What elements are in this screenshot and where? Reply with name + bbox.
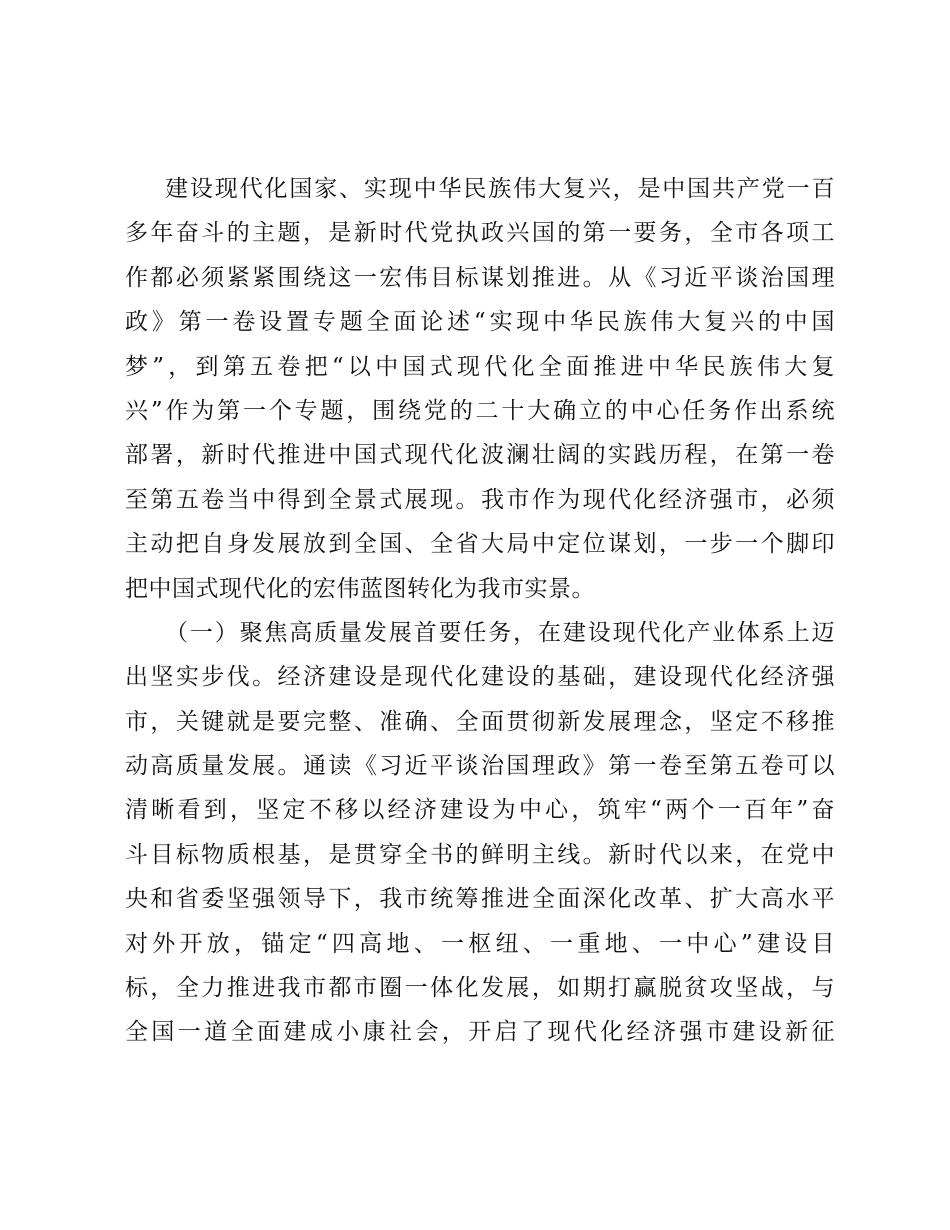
paragraph-1-line-9: 主动把自身发展放到全国、全省大局中定位谋划，一步一个脚印 [125, 531, 835, 558]
paragraph-2-line-5: 清晰看到，坚定不移以经济建设为中心，筑牢“两个一百年”奋 [125, 797, 835, 824]
paragraph-1-line-8: 至第五卷当中得到全景式展现。我市作为现代化经济强市，必须 [125, 486, 835, 513]
paragraph-1-line-4: 政》第一卷设置专题全面论述“实现中华民族伟大复兴的中国 [125, 309, 835, 336]
paragraph-2-line-4: 动高质量发展。通读《习近平谈治国理政》第一卷至第五卷可以 [125, 753, 835, 780]
paragraph-1-line-10: 把中国式现代化的宏伟蓝图转化为我市实景。 [125, 575, 595, 602]
paragraph-2-line-7: 央和省委坚强领导下，我市统筹推进全面深化改革、扩大高水平 [125, 886, 835, 913]
paragraph-1-line-6: 兴”作为第一个专题，围绕党的二十大确立的中心任务作出系统 [125, 397, 835, 424]
paragraph-2-line-1: （一）聚焦高质量发展首要任务，在建设现代化产业体系上迈 [165, 619, 835, 646]
paragraph-2-line-2: 出坚实步伐。经济建设是现代化建设的基础，建设现代化经济强 [125, 664, 835, 691]
paragraph-2-line-3: 市，关键就是要完整、准确、全面贯彻新发展理念，坚定不移推 [125, 708, 835, 735]
paragraph-1-line-1: 建设现代化国家、实现中华民族伟大复兴，是中国共产党一百 [165, 176, 835, 202]
paragraph-1-line-7: 部署，新时代推进中国式现代化波澜壮阔的实践历程，在第一卷 [125, 442, 835, 469]
paragraph-2-line-9: 标，全力推进我市都市圈一体化发展，如期打赢脱贫攻坚战，与 [125, 975, 835, 1002]
paragraph-2-line-8: 对外开放，锚定“四高地、一枢纽、一重地、一中心”建设目 [125, 930, 835, 957]
paragraph-1-line-5: 梦”，到第五卷把“以中国式现代化全面推进中华民族伟大复 [125, 353, 835, 380]
paragraph-2-line-10: 全国一道全面建成小康社会，开启了现代化经济强市建设新征 [125, 1019, 835, 1046]
paragraph-2-line-6: 斗目标物质根基，是贯穿全书的鲜明主线。新时代以来，在党中 [125, 841, 835, 868]
paragraph-1-line-3: 作都必须紧紧围绕这一宏伟目标谋划推进。从《习近平谈治国理 [125, 264, 835, 291]
body-text [125, 167, 835, 1055]
paragraph-1-line-2: 多年奋斗的主题，是新时代党执政兴国的第一要务，全市各项工 [125, 220, 835, 247]
